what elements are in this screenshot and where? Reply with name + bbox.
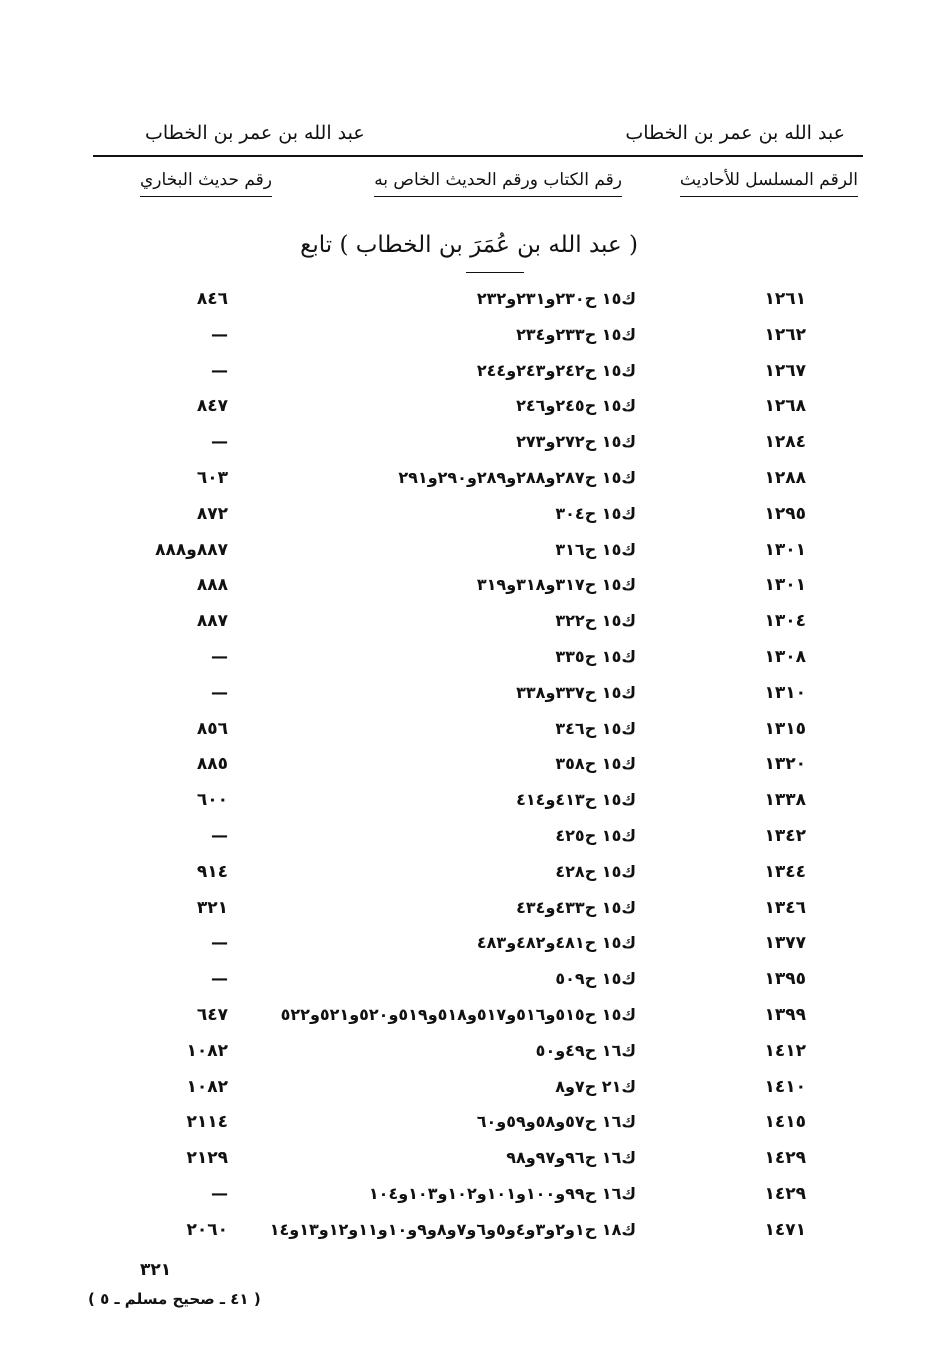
- table-row: [0, 1035, 950, 1071]
- book-ref-cell: ك١٥ ح٥٠٩: [555, 969, 636, 989]
- hadith-table: [0, 283, 950, 1250]
- serial-number-cell: ١٤٧١: [764, 1219, 806, 1240]
- table-row: [0, 856, 950, 892]
- bukhari-number-cell: ٢١١٤: [186, 1112, 228, 1133]
- book-ref-cell: ك١٥ ح٤٢٨: [555, 861, 636, 881]
- table-row: [0, 1142, 950, 1178]
- section-title: ( عبد الله بن عُمَرَ بن الخطاب ) تابع: [300, 232, 638, 258]
- bukhari-number-cell: ٦٠٠: [196, 790, 228, 811]
- bukhari-number-cell: —: [211, 682, 228, 703]
- serial-number-cell: ١٢٦٧: [764, 360, 806, 381]
- table-row: [0, 927, 950, 963]
- book-ref-cell: ك١٥ ح٤٣٣و٤٣٤: [516, 897, 636, 917]
- table-row: [0, 784, 950, 820]
- table-row: [0, 390, 950, 426]
- serial-number-cell: ١٢٨٤: [764, 432, 806, 453]
- printer-signature: ( ٤١ ـ صحيح مسلم ـ ٥ ): [88, 1290, 261, 1308]
- serial-number-cell: ١٣٧٧: [764, 933, 806, 954]
- book-ref-cell: ك١٥ ح٢٧٢و٢٧٣: [516, 432, 636, 452]
- book-ref-cell: ك١٨ ح١و٢و٣و٤و٥و٦و٧و٨و٩و١٠و١١و١٢و١٣و١٤: [269, 1219, 636, 1239]
- serial-number-cell: ١٣٢٠: [764, 754, 806, 775]
- serial-number-cell: ١٢٩٥: [764, 503, 806, 524]
- table-row: [0, 283, 950, 319]
- bukhari-number-cell: —: [211, 646, 228, 667]
- book-ref-cell: ك١٥ ح٢٣٣و٢٣٤: [516, 324, 636, 344]
- bukhari-number-cell: ٨٧٢: [196, 503, 228, 524]
- bukhari-number-cell: ٨٨٧و٨٨٨: [155, 539, 228, 560]
- table-row: [0, 1071, 950, 1107]
- table-row: [0, 569, 950, 605]
- book-ref-cell: ك١٥ ح٣٣٧و٣٣٨: [516, 682, 636, 702]
- book-ref-cell: ك١٥ ح٢٤٢و٢٤٣و٢٤٤: [476, 360, 636, 380]
- serial-number-cell: ١٣٠٨: [764, 646, 806, 667]
- serial-number-cell: ١٢٦٨: [764, 396, 806, 417]
- serial-number-cell: ١٣١٠: [764, 682, 806, 703]
- serial-number-cell: ١٣٩٩: [764, 1004, 806, 1025]
- book-ref-cell: ك١٥ ح٣١٧و٣١٨و٣١٩: [476, 575, 636, 595]
- book-ref-cell: ك١٥ ح٤١٣و٤١٤: [516, 790, 636, 810]
- serial-number-cell: ١٤٢٩: [764, 1183, 806, 1204]
- serial-number-cell: ١٣١٥: [764, 718, 806, 739]
- serial-number-cell: ١٢٦٢: [764, 324, 806, 345]
- bukhari-number-cell: —: [211, 432, 228, 453]
- book-ref-cell: ك١٥ ح٣٥٨: [555, 754, 636, 774]
- table-row: [0, 713, 950, 749]
- bukhari-number-cell: ٦٠٣: [196, 467, 228, 488]
- bukhari-number-cell: ٨٨٨: [196, 575, 228, 596]
- bukhari-number-cell: ٨٨٥: [196, 754, 228, 775]
- table-row: [0, 534, 950, 570]
- table-row: [0, 963, 950, 999]
- column-header-serial: الرقم المسلسل للأحاديث: [680, 170, 858, 197]
- running-head-right: عبد الله بن عمر بن الخطاب: [625, 122, 845, 144]
- bukhari-number-cell: ٨٥٦: [196, 718, 228, 739]
- column-header-book-ref: رقم الكتاب ورقم الحديث الخاص به: [374, 170, 622, 197]
- serial-number-cell: ١٣٤٦: [764, 897, 806, 918]
- serial-number-cell: ١٢٦١: [764, 289, 806, 309]
- serial-number-cell: ١٤١٢: [764, 1040, 806, 1061]
- serial-number-cell: ١٣٠٤: [764, 611, 806, 632]
- bukhari-number-cell: ٦٤٧: [196, 1004, 228, 1025]
- bukhari-number-cell: ٨٨٧: [196, 611, 228, 632]
- running-head-left: عبد الله بن عمر بن الخطاب: [145, 122, 365, 144]
- table-row: [0, 677, 950, 713]
- bukhari-number-cell: ٢٠٦٠: [186, 1219, 228, 1240]
- table-row: [0, 999, 950, 1035]
- serial-number-cell: ١٣٠١: [764, 539, 806, 560]
- table-row: [0, 426, 950, 462]
- table-row: [0, 605, 950, 641]
- page-number: ٣٢١: [140, 1260, 172, 1280]
- bukhari-number-cell: ١٠٨٢: [186, 1076, 228, 1097]
- bukhari-number-cell: —: [211, 933, 228, 954]
- book-ref-cell: ك٢١ ح٧و٨: [555, 1076, 636, 1096]
- table-row: [0, 1178, 950, 1214]
- book-ref-cell: ك١٥ ح٣٤٦: [555, 718, 636, 738]
- table-row: [0, 462, 950, 498]
- serial-number-cell: ١٣٤٤: [764, 861, 806, 882]
- bukhari-number-cell: ١٠٨٢: [186, 1040, 228, 1061]
- bukhari-number-cell: ٨٤٧: [196, 396, 228, 417]
- book-ref-cell: ك١٥ ح٣٠٤: [555, 503, 636, 523]
- column-header-bukhari: رقم حديث البخاري: [140, 170, 272, 197]
- book-ref-cell: ك١٥ ح٤٢٥: [555, 825, 636, 845]
- table-row: [0, 1106, 950, 1142]
- bukhari-number-cell: ٩١٤: [196, 861, 228, 882]
- table-row: [0, 748, 950, 784]
- bukhari-number-cell: —: [211, 360, 228, 381]
- book-ref-cell: ك١٥ ح٣٢٢: [555, 611, 636, 631]
- bukhari-number-cell: ٨٤٦: [196, 289, 228, 309]
- serial-number-cell: ١٣٤٢: [764, 825, 806, 846]
- bukhari-number-cell: —: [211, 1183, 228, 1204]
- book-ref-cell: ك١٥ ح٢٨٧و٢٨٨و٢٨٩و٢٩٠و٢٩١: [398, 467, 636, 487]
- book-ref-cell: ك١٥ ح٢٣٠و٢٣١و٢٣٢: [476, 289, 636, 308]
- serial-number-cell: ١٤١٠: [764, 1076, 806, 1097]
- serial-number-cell: ١٤١٥: [764, 1112, 806, 1133]
- table-row: [0, 498, 950, 534]
- bukhari-number-cell: —: [211, 324, 228, 345]
- bukhari-number-cell: —: [211, 825, 228, 846]
- bukhari-number-cell: —: [211, 969, 228, 990]
- table-row: [0, 319, 950, 355]
- table-row: [0, 641, 950, 677]
- serial-number-cell: ١٢٨٨: [764, 467, 806, 488]
- book-ref-cell: ك١٦ ح٤٩و٥٠: [535, 1040, 636, 1060]
- book-ref-cell: ك١٦ ح٩٦و٩٧و٩٨: [506, 1148, 636, 1168]
- serial-number-cell: ١٤٢٩: [764, 1148, 806, 1169]
- table-row: [0, 355, 950, 391]
- book-ref-cell: ك١٦ ح٥٧و٥٨و٥٩و٦٠: [476, 1112, 636, 1132]
- book-ref-cell: ك١٥ ح٣٣٥: [555, 646, 636, 666]
- table-row: [0, 1214, 950, 1250]
- bukhari-number-cell: ٣٢١: [196, 897, 228, 918]
- bukhari-number-cell: ٢١٢٩: [186, 1148, 228, 1169]
- table-row: [0, 892, 950, 928]
- serial-number-cell: ١٣٠١: [764, 575, 806, 596]
- table-row: [0, 820, 950, 856]
- header-rule: [93, 155, 863, 157]
- serial-number-cell: ١٣٩٥: [764, 969, 806, 990]
- book-ref-cell: ك١٥ ح٥١٥و٥١٦و٥١٧و٥١٨و٥١٩و٥٢٠و٥٢١و٥٢٢: [280, 1004, 636, 1024]
- serial-number-cell: ١٣٣٨: [764, 790, 806, 811]
- book-ref-cell: ك١٥ ح٤٨١و٤٨٢و٤٨٣: [476, 933, 636, 953]
- book-ref-cell: ك١٥ ح٣١٦: [555, 539, 636, 559]
- section-title-underline: [466, 272, 524, 273]
- book-ref-cell: ك١٦ ح٩٩و١٠٠و١٠١و١٠٢و١٠٣و١٠٤: [368, 1183, 636, 1203]
- book-ref-cell: ك١٥ ح٢٤٥و٢٤٦: [516, 396, 636, 416]
